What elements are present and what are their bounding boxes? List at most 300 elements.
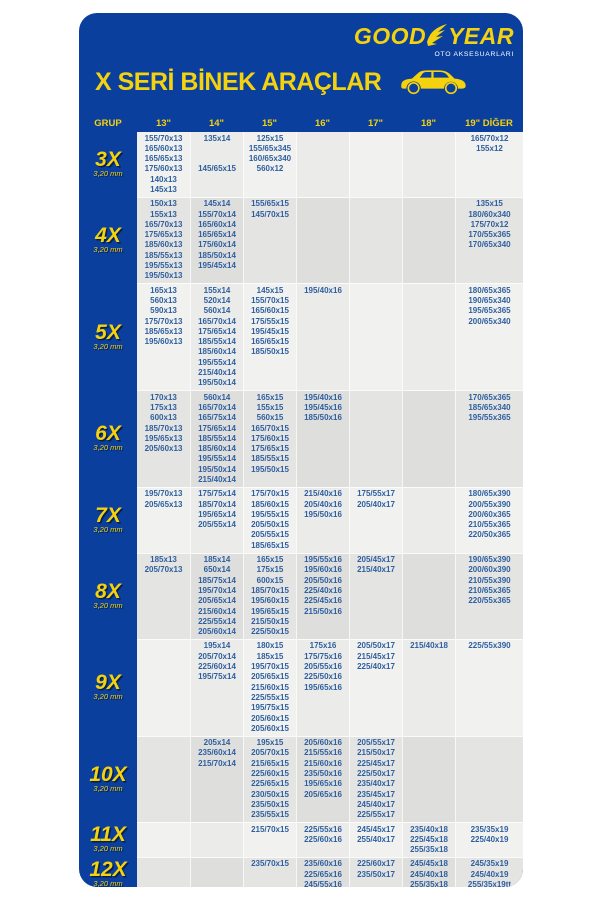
tire-size: 170/65x365 [468,392,511,402]
tire-size: 225/40x17 [357,662,395,672]
size-column-19 [455,488,523,553]
size-column-13 [137,488,190,553]
tire-size: 195/75x15 [251,703,289,713]
tire-size: 235/55x15 [251,810,289,820]
group-row-10x [79,736,523,822]
tire-size: 145x14 [203,199,231,209]
size-column-19 [455,198,523,283]
tire-size: 225/50x17 [357,769,395,779]
tire-size: 215/50x16 [304,606,342,616]
size-column-13 [137,823,190,857]
size-column-15 [243,858,296,887]
size-column-18 [402,391,455,487]
group-cell-4x [79,197,137,283]
group-cell-11x [79,822,137,857]
column-header-18: 18" [420,118,437,129]
size-column-15 [243,198,296,283]
tire-size: 205/60x13 [144,444,183,454]
tire-size: 205x14 [203,738,231,748]
column-header-17: 17" [367,118,384,129]
group-cell-12x [79,857,137,887]
group-row-9x [79,639,523,736]
tire-size: 165/60x14 [198,219,236,229]
group-label: 9X [95,671,121,695]
group-thickness: 3,20 mm [93,600,123,610]
size-column-16 [296,391,349,487]
logo-text-good: GOOD [353,23,427,49]
size-column-15 [243,823,296,857]
tire-size: 255/35x19tt [467,879,512,887]
tire-size: 210/55x390 [468,575,511,585]
tire-size: 215/50x15 [251,616,289,626]
tire-size: 175/70x15 [251,489,289,499]
tire-size: 215/60x15 [251,682,289,692]
tire-size: 195x14 [203,641,231,651]
size-column-18 [402,284,455,390]
tire-size: 195/70x15 [251,662,289,672]
tire-size: 200/65x340 [468,316,511,326]
tire-size: 195/65x16 [304,682,342,692]
tire-size: 205/60x16 [304,738,342,748]
tire-size: 165/65x15 [251,337,289,347]
tire-size: 205/70x15 [251,748,289,758]
size-column-18 [402,554,455,639]
tire-size: 180/65x365 [468,285,511,295]
logo-subtitle: OTO AKSESUARLARI [434,51,514,58]
tire-size: 195/70x14 [198,585,236,595]
tire-size: 195/45x16 [304,402,342,412]
tire-size: 175/55x15 [251,316,289,326]
tire-size: 140x13 [150,174,177,184]
size-column-19 [455,391,523,487]
tire-size: 175/60x15 [251,433,289,443]
group-label: 3X [95,148,121,172]
tire-size: 235/50x16 [304,769,342,779]
group-cell-10x [79,736,137,822]
group-label: 7X [95,503,121,527]
size-column-16 [296,640,349,736]
size-column-18 [402,132,455,197]
tire-size: 195/50x13 [144,271,183,281]
tire-size: 175/70x13 [144,316,183,326]
group-row-4x [79,197,523,283]
group-cell-7x [79,487,137,553]
tire-size: 235/45x17 [357,789,395,799]
tire-size: 185/65x340 [468,402,511,412]
chart-card [79,13,523,887]
tire-size: 225/55x14 [198,616,236,626]
column-header-19-diger: 19" DİĞER [465,118,513,129]
size-column-17 [349,858,402,887]
tire-size: 195/40x16 [304,392,342,402]
tire-size: 215/45x17 [357,651,395,661]
size-column-18 [402,198,455,283]
tire-size: 215/55x16 [304,748,342,758]
tire-size: 225/40x19 [470,834,509,844]
tire-size: 195/55x14 [198,357,236,367]
tire-size: 195x15 [256,738,284,748]
tire-size: 195/55x14 [198,454,236,464]
tire-size: 205/40x17 [357,499,395,509]
tire-size: 195/60x13 [144,337,183,347]
tire-size: 215/60x14 [198,606,236,616]
group-row-3x [79,132,523,197]
tire-size: 225/45x16 [304,596,342,606]
size-column-19 [455,554,523,639]
size-columns [137,390,523,487]
tire-size: 185/70x13 [144,423,183,433]
size-column-15 [243,391,296,487]
tire-size: 245/45x17 [357,824,395,834]
tire-size: 225/45x17 [357,758,395,768]
group-cell-6x [79,390,137,487]
tire-size: 195/40x16 [304,285,342,295]
size-column-14 [190,554,243,639]
tire-size: 220/55x365 [468,596,511,606]
tire-size: 155x15 [256,402,284,412]
tire-size: 135x15 [476,199,503,209]
size-column-13 [137,554,190,639]
tire-size: 195/55x16 [304,555,342,565]
tire-size: 185x15 [256,651,284,661]
size-columns [137,487,523,553]
size-column-19 [455,640,523,736]
group-row-11x [79,822,523,857]
tire-size [191,144,243,154]
tire-size: 205/60x14 [198,627,236,637]
group-row-6x [79,390,523,487]
size-columns [137,283,523,390]
size-column-14 [190,858,243,887]
tire-size: 205/65x14 [198,596,236,606]
tire-size: 215/40x16 [304,489,342,499]
group-row-5x [79,283,523,390]
tire-size: 255/35x18 [410,879,448,887]
tire-size: 215/40x14 [198,475,236,484]
size-column-17 [349,640,402,736]
size-column-13 [137,132,190,197]
tire-size: 195/45x15 [251,326,289,336]
tire-size: 180/65x390 [468,489,511,499]
size-column-18 [402,488,455,553]
tire-size-table [79,132,523,887]
tire-size: 590x13 [150,306,177,316]
size-column-15 [243,284,296,390]
size-column-14 [190,198,243,283]
tire-size: 205/50x16 [304,575,342,585]
tire-size: 190/65x340 [468,295,511,305]
tire-size: 235/50x15 [251,799,289,809]
tire-size: 160/65x340 [248,154,292,164]
size-column-16 [296,132,349,197]
table-header-row [79,114,523,129]
tire-size: 155/70x15 [251,295,289,305]
tire-size: 225/55x15 [251,692,289,702]
tire-size: 205/40x16 [304,499,342,509]
group-row-7x [79,487,523,553]
tire-size: 165/65x13 [144,154,183,164]
tire-size: 175/65x14 [198,423,236,433]
tire-size: 560x14 [203,392,231,402]
size-column-14 [190,391,243,487]
size-column-16 [296,858,349,887]
tire-size: 165x15 [256,392,284,402]
size-column-18 [402,640,455,736]
tire-size: 205/70x13 [144,565,183,575]
tire-size: 195/50x15 [251,464,289,474]
tire-size: 145/65x15 [198,164,236,174]
tire-size: 235/40x18 [410,824,448,834]
group-thickness: 3,20 mm [93,692,123,702]
size-column-19 [455,284,523,390]
tire-size: 195/45x14 [198,261,236,271]
tire-size: 245/40x18 [410,869,448,879]
size-column-17 [349,198,402,283]
tire-size: 165/70x14 [198,316,236,326]
tire-size: 255/40x17 [357,834,395,844]
tire-size: 195/55x13 [144,261,183,271]
group-cell-8x [79,553,137,639]
size-column-15 [243,554,296,639]
tire-size: 175/75x14 [198,489,236,499]
tire-size: 215/70x14 [198,758,236,768]
tire-size: 155/65x15 [251,199,289,209]
size-column-18 [402,823,455,857]
tire-size: 195/65x16 [304,779,342,789]
size-column-16 [296,823,349,857]
tire-size: 145x15 [256,285,284,295]
tire-size: 170/65x340 [468,240,511,250]
size-column-17 [349,391,402,487]
size-column-15 [243,488,296,553]
tire-size: 205/70x14 [198,651,236,661]
tire-size: 225/55x17 [357,810,395,820]
tire-size: 195/50x16 [304,509,342,519]
tire-size: 255/35x18 [410,845,448,855]
tire-size: 245/45x18 [410,859,448,869]
tire-size: 165/75x14 [198,413,236,423]
column-header-14: 14" [208,118,225,129]
tire-size: 145/70x15 [251,209,289,219]
size-columns [137,822,523,857]
tire-size: 600x15 [256,575,284,585]
size-column-16 [296,284,349,390]
tire-size: 215/40x18 [410,641,448,651]
tire-size: 165x13 [150,285,177,295]
goodyear-logo [354,23,514,58]
tire-size: 165/60x15 [251,306,289,316]
tire-size: 205/65x16 [304,789,342,799]
tire-size: 200/60x390 [468,565,511,575]
tire-size: 175/65x15 [251,444,289,454]
group-thickness: 3,20 mm [93,524,123,534]
column-header-grup: GRUP [94,118,122,129]
tire-size: 155x14 [203,285,231,295]
size-column-14 [190,823,243,857]
tire-size: 225/60x14 [198,662,236,672]
size-column-16 [296,554,349,639]
size-column-16 [296,737,349,822]
tire-size: 245/40x17 [357,799,395,809]
tire-size: 155/70x13 [144,133,183,143]
size-column-13 [137,737,190,822]
tire-size: 225/60x15 [251,769,289,779]
size-column-16 [296,488,349,553]
tire-size: 165/60x13 [144,143,183,153]
tire-size: 175x13 [150,402,177,412]
tire-size: 210/65x365 [468,585,511,595]
tire-size: 230/50x15 [251,789,289,799]
tire-size: 165/70x15 [251,423,289,433]
size-column-17 [349,554,402,639]
tire-size: 210/55x365 [468,520,511,530]
size-column-19 [455,858,523,887]
tire-size: 165/70x12 [470,133,509,143]
column-header-16: 16" [314,118,331,129]
tire-size: 215/40x17 [357,565,395,575]
size-columns [137,857,523,887]
page-title: X SERİ BİNEK ARAÇLAR [95,67,382,96]
size-column-17 [349,284,402,390]
tire-size: 225/45x18 [410,834,448,844]
tire-size: 225/50x16 [304,672,342,682]
group-label: 10X [89,762,127,786]
size-column-18 [402,737,455,822]
tire-size: 170/55x365 [468,230,511,240]
tire-size: 650x14 [203,565,231,575]
tire-size: 225/50x15 [251,627,289,637]
size-column-13 [137,640,190,736]
group-label: 11X [90,823,126,847]
tire-size: 245/35x19 [470,859,509,869]
tire-size: 175/60x14 [198,240,236,250]
tire-size: 155/65x345 [248,143,292,153]
tire-size: 225/60x16 [304,834,342,844]
tire-size: 185/50x15 [251,347,289,357]
tire-size: 235/35x19 [470,824,509,834]
tire-size: 195/50x14 [198,464,236,474]
group-cell-5x [79,283,137,390]
size-column-13 [137,858,190,887]
tire-size: 165x15 [256,555,284,565]
tire-size: 205/50x15 [251,520,289,530]
size-column-14 [190,284,243,390]
tire-size: 600x13 [150,413,177,423]
group-thickness: 3,20 mm [93,341,123,351]
tire-size: 205/45x17 [357,555,395,565]
tire-size: 175x15 [256,565,284,575]
tire-size: 195/55x15 [251,509,289,519]
tire-size: 185/75x14 [198,575,236,585]
tire-size: 155/70x14 [198,209,236,219]
tire-size: 195/60x15 [251,596,289,606]
tire-size: 175/60x13 [144,164,183,174]
group-thickness: 3,20 mm [93,244,123,254]
size-column-14 [190,737,243,822]
tire-size: 170x13 [150,392,177,402]
tire-size: 195/65x13 [144,433,183,443]
group-row-8x [79,553,523,639]
tire-size: 205/60x15 [251,723,289,733]
tire-size: 225/65x16 [304,869,342,879]
tire-size: 225/55x16 [304,824,342,834]
tire-size: 185x13 [150,555,177,565]
group-thickness: 3,20 mm [93,169,123,179]
tire-size: 165/70x13 [144,219,183,229]
tire-size: 235/60x14 [198,748,236,758]
size-column-14 [190,640,243,736]
tire-size: 175/65x13 [144,230,183,240]
tire-size: 125x15 [256,133,284,143]
tire-size: 520x14 [203,295,231,305]
tire-size: 175x16 [309,641,337,651]
size-column-17 [349,132,402,197]
group-label: 8X [95,579,121,603]
tire-size: 185/60x15 [251,499,289,509]
size-column-16 [296,198,349,283]
column-header-13: 13" [155,118,172,129]
tire-size: 225/65x15 [251,779,289,789]
tire-size: 185/65x13 [144,326,183,336]
size-column-14 [190,132,243,197]
tire-size [191,154,243,164]
size-column-17 [349,737,402,822]
tire-size: 560x15 [256,413,284,423]
logo-text-year: YEAR [448,23,514,49]
tire-size: 560x14 [203,306,231,316]
goodyear-logo-text [354,23,514,49]
tire-size: 205/55x16 [304,662,342,672]
tire-size: 215/70x15 [251,824,289,834]
tire-size: 185/50x16 [304,413,342,423]
size-columns [137,197,523,283]
tire-size: 225/60x17 [357,859,395,869]
group-cell-3x [79,132,137,197]
tire-size: 180x15 [256,641,284,651]
tire-size: 195/60x16 [304,565,342,575]
tire-size: 185/60x14 [198,347,236,357]
tire-size: 205/55x15 [251,530,289,540]
size-column-19 [455,823,523,857]
tire-size: 185x14 [203,555,231,565]
tire-size: 215/40x14 [198,368,236,378]
tire-size: 185/55x15 [251,454,289,464]
tire-size: 205/55x17 [357,738,395,748]
tire-size: 195/70x13 [144,489,183,499]
size-columns [137,639,523,736]
size-column-17 [349,488,402,553]
tire-size: 195/65x14 [198,509,236,519]
tire-size: 155x12 [476,143,503,153]
car-icon [397,68,469,96]
tire-size: 165/65x14 [198,230,236,240]
tire-size: 205/55x14 [198,520,236,530]
tire-size: 235/50x17 [357,869,395,879]
tire-size: 205/50x17 [357,641,395,651]
tire-size: 195/75x14 [198,672,236,682]
tire-size: 560x13 [150,295,177,305]
size-column-14 [190,488,243,553]
group-cell-9x [79,639,137,736]
tire-size: 185/55x14 [198,433,236,443]
size-column-17 [349,823,402,857]
size-column-13 [137,198,190,283]
size-column-13 [137,391,190,487]
tire-size: 235/70x15 [251,859,289,869]
tire-size: 215/65x15 [251,758,289,768]
tire-size: 150x13 [150,199,177,209]
group-label: 12X [89,858,127,882]
